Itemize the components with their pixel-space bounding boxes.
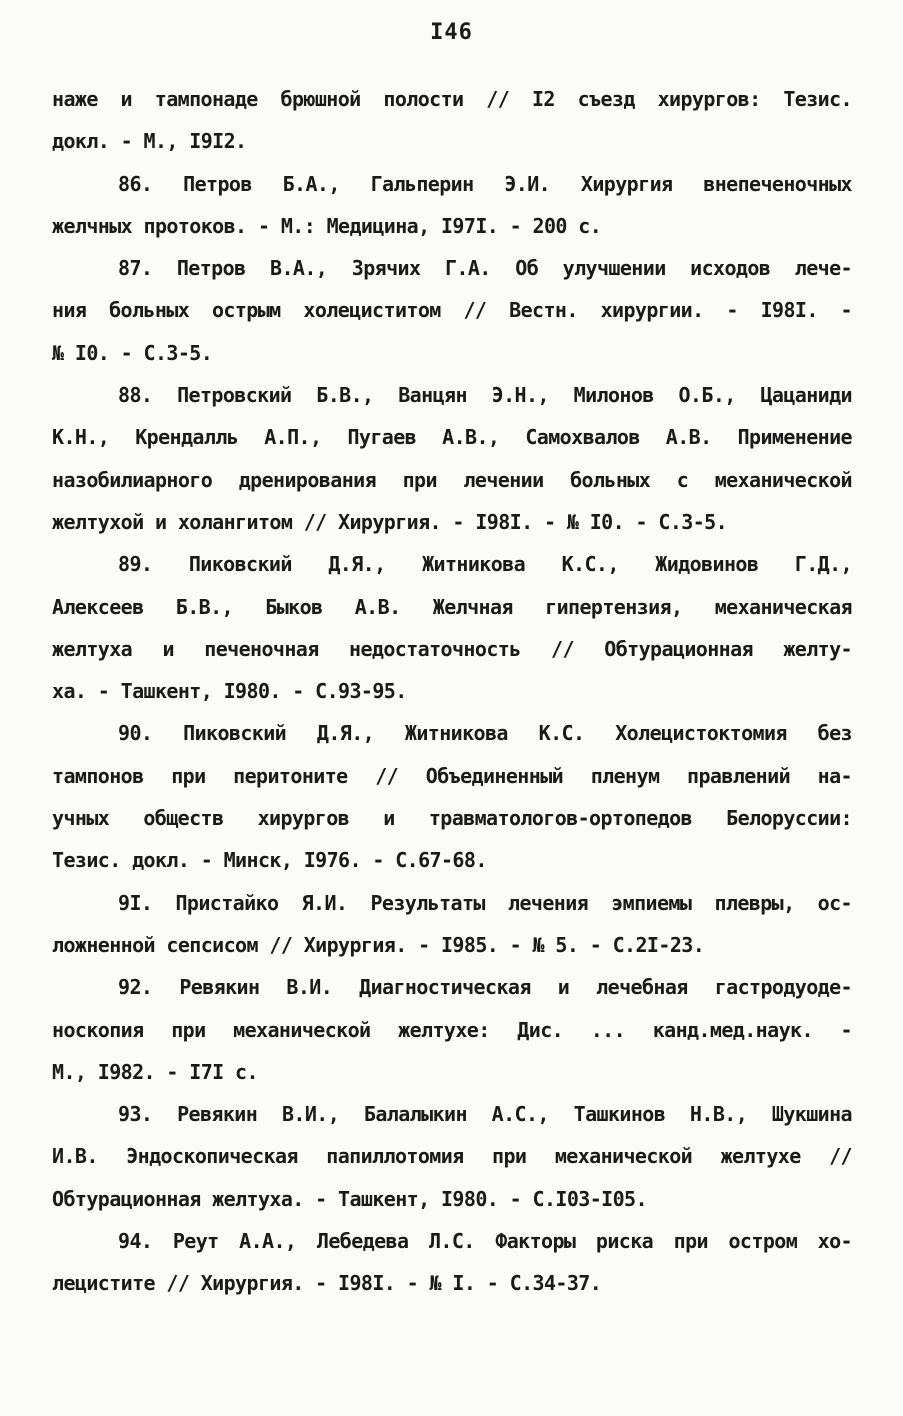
text-line: ния больных острым холециститом // Вестн. хирургии. - I98I. - — [52, 298, 852, 323]
text-line: М., I982. - I7I с. — [52, 1059, 258, 1084]
text-line: Алексеев Б.В., Быков А.В. Желчная гипертензия, механическая — [52, 594, 852, 619]
text-line: Обтурационная желтуха. - Ташкент, I980. - С.I03-I05. — [52, 1186, 647, 1211]
page-number: I46 — [430, 20, 473, 45]
text-line: желтуха и печеночная недостаточность // Обтурационная желту- — [52, 636, 852, 661]
text-line: 87. Петров В.А., Зрячих Г.А. Об улучшении исходов лече- — [118, 256, 852, 281]
text-line: ложненной сепсисом // Хирургия. - I985. - № 5. - С.2I-23. — [52, 932, 705, 957]
text-line: И.В. Эндоскопическая папиллотомия при механической желтухе // — [52, 1144, 852, 1169]
text-line: 9I. Пристайко Я.И. Результаты лечения эмпиемы плевры, ос- — [118, 890, 852, 915]
text-line: ха. - Ташкент, I980. - С.93-95. — [52, 679, 407, 704]
text-line: желчных протоков. - М.: Медицина, I97I. - 200 с. — [52, 213, 602, 238]
bibliography-text — [52, 78, 852, 1305]
text-line: № I0. - С.3-5. — [52, 340, 213, 365]
text-line: 92. Ревякин В.И. Диагностическая и лечебная гастродуоде- — [118, 975, 852, 1000]
text-line: Тезис. докл. - Минск, I976. - С.67-68. — [52, 848, 487, 873]
text-line: 90. Пиковский Д.Я., Житникова К.С. Холецистоктомия без — [118, 721, 852, 746]
text-line: тампонов при перитоните // Объединенный пленум правлений на- — [52, 763, 852, 788]
text-line: 94. Реут А.А., Лебедева Л.С. Факторы риска при остром хо- — [118, 1229, 852, 1254]
text-line: К.Н., Крендалль А.П., Пугаев А.В., Самохвалов А.В. Применение — [52, 425, 852, 450]
text-line: лецистите // Хирургия. - I98I. - № I. - С.34-37. — [52, 1271, 602, 1296]
text-line: 88. Петровский Б.В., Ванцян Э.Н., Милонов О.Б., Цацаниди — [118, 383, 852, 408]
text-line: носкопия при механической желтухе: Дис. ... канд.мед.наук. - — [52, 1017, 852, 1042]
text-line: назобилиарного дренирования при лечении больных с механической — [52, 467, 852, 492]
text-line: учных обществ хирургов и травматологов-ортопедов Белоруссии: — [52, 806, 852, 831]
text-line: докл. - М., I9I2. — [52, 129, 247, 154]
text-line: наже и тампонаде брюшной полости // I2 съезд хирургов: Тезис. — [52, 87, 852, 111]
text-line: 93. Ревякин В.И., Балалыкин А.С., Ташкинов Н.В., Шукшина — [118, 1102, 852, 1127]
text-line: желтухой и холангитом // Хирургия. - I98I. - № I0. - С.3-5. — [52, 509, 728, 534]
text-line: 89. Пиковский Д.Я., Житникова К.С., Жидовинов Г.Д., — [118, 552, 852, 577]
text-line: 86. Петров Б.А., Гальперин Э.И. Хирургия внепеченочных — [118, 171, 852, 196]
